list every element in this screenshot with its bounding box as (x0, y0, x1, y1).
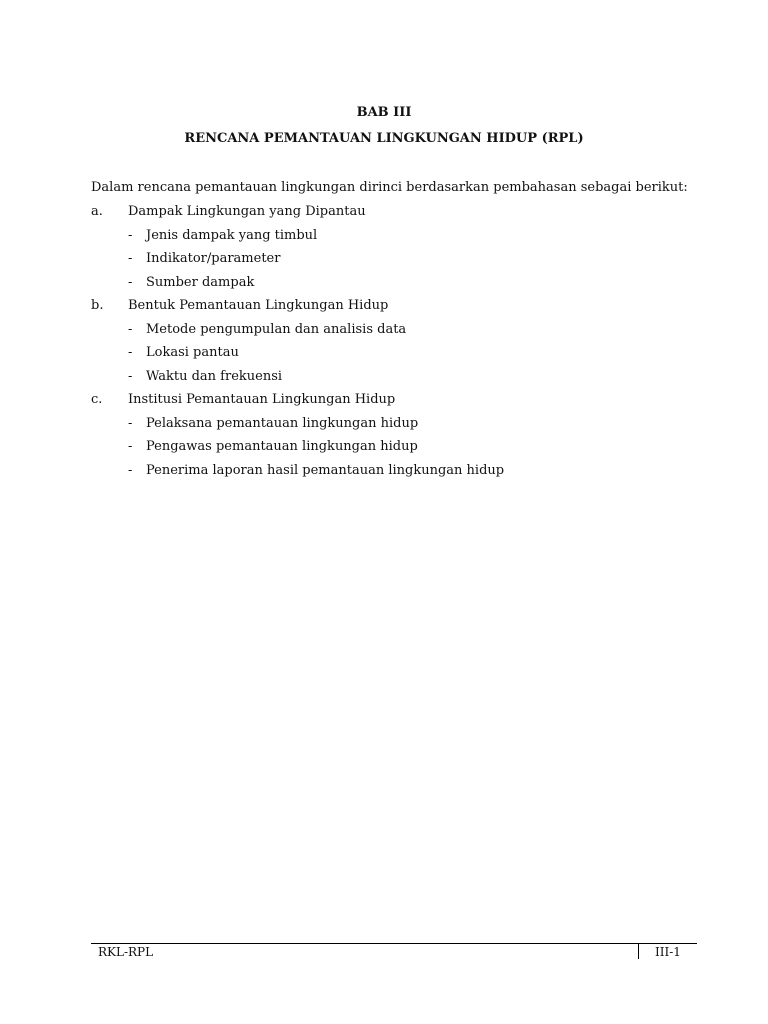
section-marker: c. (91, 392, 103, 407)
chapter-title: RENCANA PEMANTAUAN LINGKUNGAN HIDUP (RPL) (184, 131, 584, 146)
dash-bullet: - (128, 345, 133, 360)
list-item-label: Metode pengumpulan dan analisis data (146, 321, 407, 337)
list-item (91, 321, 711, 345)
footer-page-number: III-1 (655, 945, 681, 959)
section-marker: a. (91, 204, 103, 219)
dash-bullet: - (128, 251, 133, 266)
list-item (91, 368, 711, 392)
list-item (91, 438, 711, 462)
section-marker: b. (91, 298, 104, 313)
footer-divider (638, 943, 639, 959)
list-item-label: Waktu dan frekuensi (146, 368, 283, 384)
dash-bullet: - (128, 321, 133, 337)
monitoring-outline (91, 203, 711, 485)
section-b (91, 297, 711, 321)
dash-bullet: - (128, 462, 133, 478)
list-item-label: Penerima laporan hasil pemantauan lingkungan hidup (146, 462, 505, 478)
section-label: Dampak Lingkungan yang Dipantau (128, 204, 366, 219)
list-item-label: Indikator/parameter (146, 251, 281, 266)
footer-rule (91, 943, 697, 944)
section-label: Institusi Pemantauan Lingkungan Hidup (128, 392, 396, 407)
section-c (91, 391, 711, 415)
dash-bullet: - (128, 415, 133, 431)
list-item (91, 227, 711, 251)
section-a (91, 203, 711, 227)
list-item-label: Pengawas pemantauan lingkungan hidup (146, 439, 418, 454)
dash-bullet: - (128, 439, 133, 454)
chapter-number: BAB III (356, 105, 412, 120)
list-item-label: Sumber dampak (146, 274, 255, 290)
list-item (91, 415, 711, 439)
intro-paragraph: Dalam rencana pemantauan lingkungan dirinci berdasarkan pembahasan sebagai berikut: (91, 180, 688, 195)
list-item-label: Pelaksana pemantauan lingkungan hidup (146, 415, 419, 431)
dash-bullet: - (128, 368, 133, 384)
dash-bullet: - (128, 227, 133, 243)
list-item (91, 250, 711, 274)
list-item (91, 274, 711, 298)
list-item (91, 462, 711, 486)
list-item-label: Jenis dampak yang timbul (146, 227, 318, 243)
list-item-label: Lokasi pantau (146, 345, 239, 360)
dash-bullet: - (128, 274, 133, 290)
list-item (91, 344, 711, 368)
footer-document-code: RKL-RPL (98, 945, 154, 959)
section-label: Bentuk Pemantauan Lingkungan Hidup (128, 298, 389, 313)
